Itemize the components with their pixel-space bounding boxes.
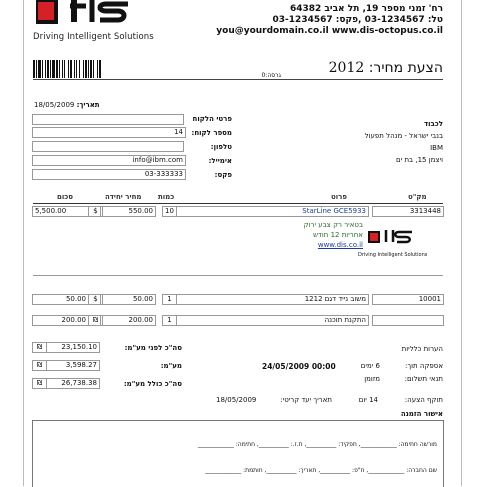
customer-header-box <box>32 114 184 125</box>
date-label: תאריך: <box>76 101 100 109</box>
incl-vat-value: 26,738.38 <box>46 378 100 389</box>
quote-version: גרסה:0 <box>261 72 281 79</box>
item-currency: ₪ <box>88 315 103 326</box>
customer-fax-field: 03-333333 <box>32 169 186 180</box>
item-sku: 3313448 <box>372 206 444 217</box>
item-currency: $ <box>88 206 103 217</box>
recipient-block <box>293 118 443 166</box>
customer-header: פרטי הלקוח <box>192 115 232 123</box>
total-currency: ₪ <box>32 342 47 353</box>
total-currency: ₪ <box>32 378 47 389</box>
logo-tagline: Driving Intelligent Solutions <box>33 32 154 42</box>
address-line-1: רח' זמני מספר 19, תל אביב 64382 <box>289 4 443 14</box>
recipient-to: לכבוד <box>424 120 443 128</box>
vat-label: מע"מ: <box>160 362 182 370</box>
date-value: 18/05/2009 <box>34 101 75 109</box>
items-divider <box>33 275 443 276</box>
approval-header: אישור הזמנה <box>400 410 443 418</box>
table-row <box>0 206 483 218</box>
customer-email-label: אימייל: <box>208 157 232 165</box>
company-address <box>213 4 443 37</box>
title-rule <box>33 79 443 80</box>
col-qty: כמות <box>158 193 175 201</box>
item-sku <box>372 315 444 326</box>
recipient-line-2: IBM <box>430 144 443 152</box>
col-total: סכום <box>57 193 73 201</box>
barcode <box>33 60 132 78</box>
item-qty: 1 <box>162 315 177 326</box>
customer-number-label: מספר לקוח: <box>191 129 232 137</box>
total-currency: ₪ <box>32 360 47 371</box>
validity-value: 14 יום <box>358 396 378 404</box>
item-qty: 10 <box>162 206 177 217</box>
item-sku: 10001 <box>372 294 444 305</box>
table-header-rule <box>33 203 443 204</box>
quote-title <box>329 60 443 76</box>
customer-phone-label: טלפון: <box>210 143 232 151</box>
validity-label: תוקף הצעה: <box>404 396 443 404</box>
quote-title-label: הצעת מחיר: <box>368 60 443 76</box>
item-price: 50.00 <box>100 294 156 305</box>
customer-phone-field <box>32 141 184 152</box>
quote-date <box>34 101 134 109</box>
validity-until-value: 18/05/2009 <box>216 396 257 404</box>
quote-number: 2012 <box>328 60 365 76</box>
item-total: 5,500.00 <box>32 206 89 217</box>
item-qty: 1 <box>162 294 177 305</box>
general-notes-label: הערות כלליות <box>401 345 443 353</box>
table-row <box>0 294 483 306</box>
address-line-2: טל: 03-1234567 ,פקס: 03-1234567 <box>272 15 443 25</box>
item-desc: משוב נייד דגם 1212 <box>176 294 369 305</box>
col-price: מחיר יחידה <box>105 193 142 201</box>
vat-value: 3,598.27 <box>46 360 100 371</box>
item-desc: StarLine GCE5933 <box>176 206 369 217</box>
item-product-logo <box>368 228 432 252</box>
item-currency: $ <box>88 294 103 305</box>
approval-row-2: שם החברה: ____________, ח"פ: __________, תאריך: __________, חותמת: ____________ <box>205 467 437 474</box>
item-note-link[interactable]: www.dis.co.il <box>317 241 363 249</box>
item-note-1: בטאיר רק צבע ירוק <box>303 221 363 229</box>
totals-block <box>32 342 202 390</box>
before-vat-label: סה"כ לפני מע"מ: <box>124 344 182 352</box>
incl-vat-label: סה"כ כולל מע"מ: <box>123 380 182 388</box>
approval-box <box>32 420 444 487</box>
col-sku: מק"ט <box>408 193 427 201</box>
item-note-2: אחריות 12 חודש <box>313 231 363 239</box>
item-price: 200.00 <box>100 315 156 326</box>
table-row <box>0 315 483 327</box>
item-notes <box>243 220 363 250</box>
customer-number-field: 14 <box>32 127 186 138</box>
validity-until-label: תאריך יעד קריטי: <box>280 396 332 404</box>
supply-label: אספקה תוך: <box>405 362 443 370</box>
supply-date: 24/05/2009 00:00 <box>262 362 336 371</box>
item-desc: התקנת תוכנה <box>176 315 369 326</box>
recipient-line-3: ויצמן 15, בת ים <box>396 156 443 164</box>
before-vat-value: 23,150.10 <box>46 342 100 353</box>
payment-value: מזומן <box>364 375 380 383</box>
approval-row-1: מורשה חתימה: ____________, תפקיד: __________, ת.ז.: __________, חתימה: ____________ <box>197 441 437 448</box>
item-price: 550.00 <box>100 206 156 217</box>
item-total: 200.00 <box>32 315 89 326</box>
item-total: 50.00 <box>32 294 89 305</box>
col-desc: פרוט <box>331 193 347 201</box>
payment-label: תנאי תשלום: <box>404 375 443 383</box>
customer-fax-label: פקס: <box>214 171 232 179</box>
item-logo-tagline: Driving Intelligent Solutions <box>358 252 428 258</box>
supply-value: 6 ימים <box>360 362 380 370</box>
recipient-line-1: בנבי ישראל - מנהל תפעול <box>364 132 443 140</box>
address-line-3: you@yourdomain.co.il www.dis-octopus.co.il <box>216 26 443 36</box>
customer-email-field: info@ibm.com <box>32 155 186 166</box>
